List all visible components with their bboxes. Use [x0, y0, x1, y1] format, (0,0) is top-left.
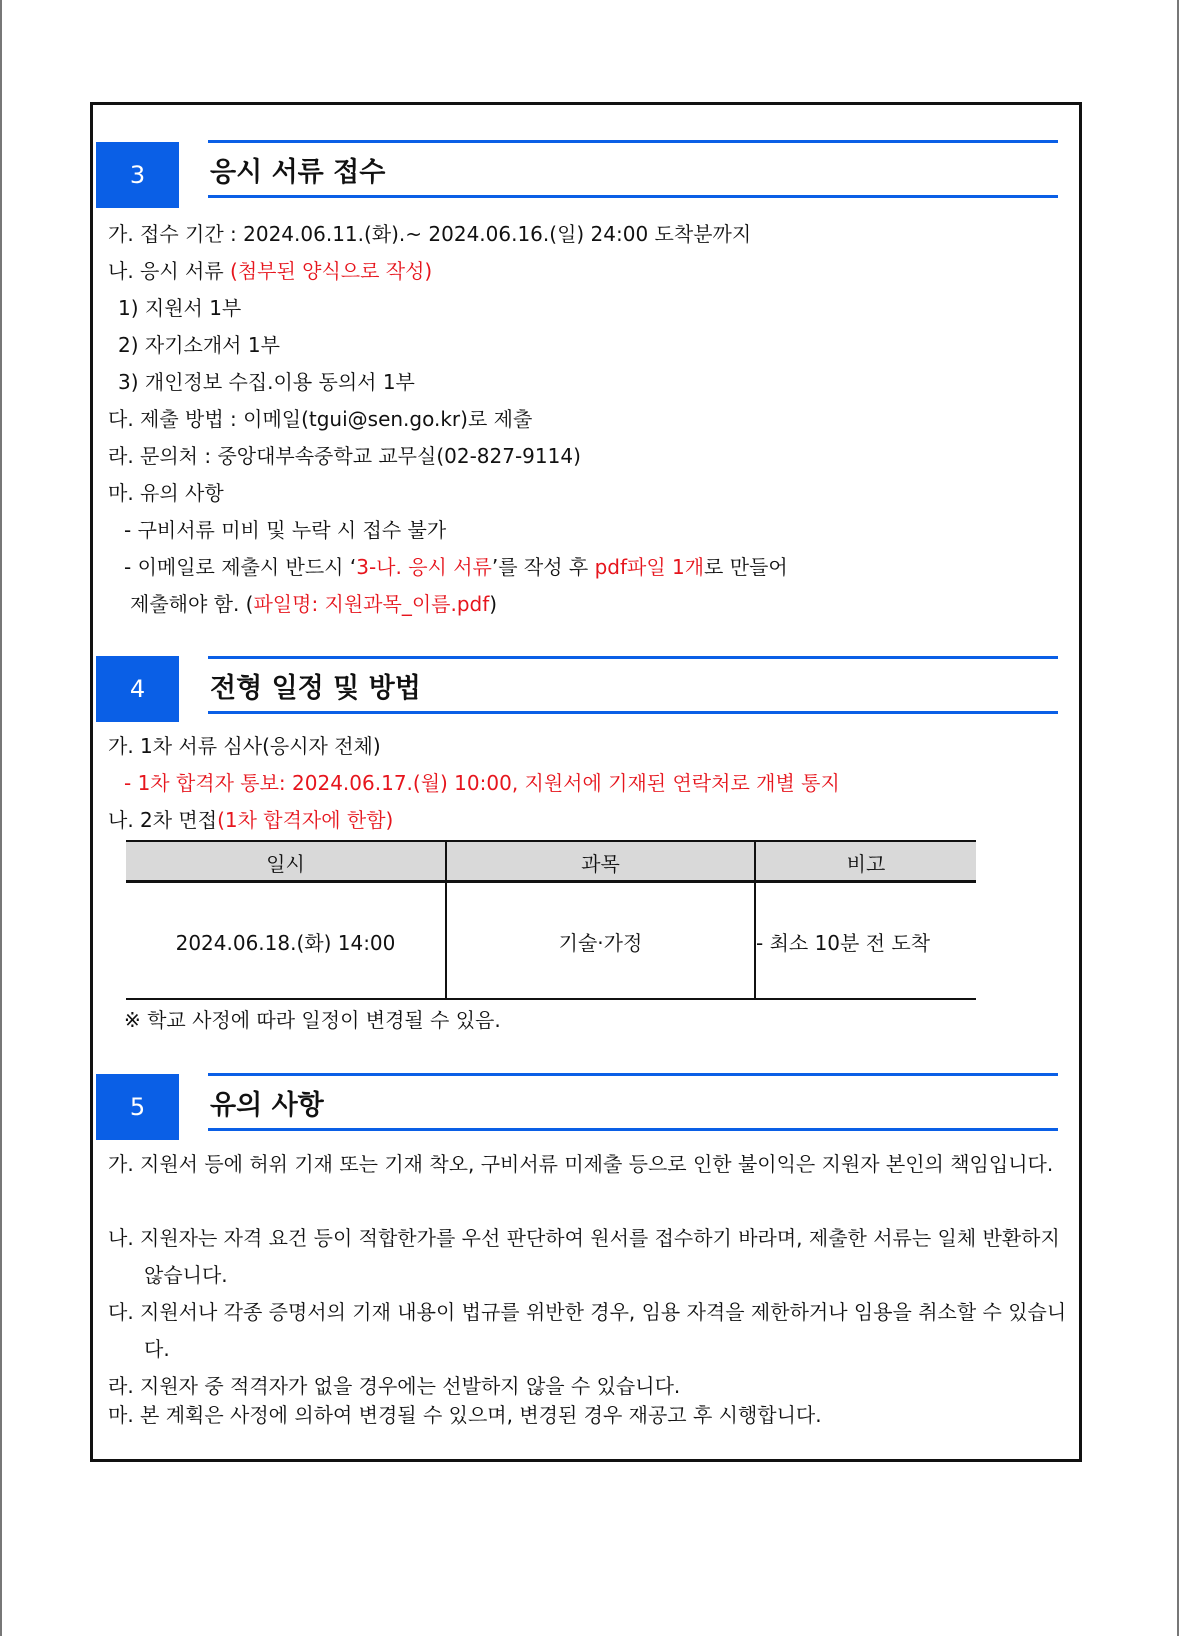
sec3-period: 가. 접수 기간 : 2024.06.11.(화).~ 2024.06.16.(일) 24:00 도착분까지: [108, 222, 752, 246]
sec3-note-1: - 구비서류 미비 및 누락 시 접수 불가: [124, 518, 447, 542]
sec3-doc-2: 2) 자기소개서 1부: [118, 333, 280, 357]
sec4-schedule-note: ※ 학교 사정에 따라 일정이 변경될 수 있음.: [124, 1008, 501, 1032]
sec4-second-stage-note: (1차 합격자에 한함): [217, 808, 394, 832]
sec3-doc-3: 3) 개인정보 수집.이용 동의서 1부: [118, 370, 415, 394]
sec5-item-3: 다. 지원서나 각종 증명서의 기재 내용이 법규를 위반한 경우, 임용 자격을 제한하거나 임용을 취소할 수 있습니다.: [108, 1300, 1067, 1361]
section-4-number: 4: [96, 656, 179, 722]
sec3-notes-heading: 마. 유의 사항: [108, 481, 224, 505]
table-cell-remarks: - 최소 10분 전 도착: [756, 931, 931, 955]
table-header-remarks: 비고: [846, 852, 886, 876]
table-top-rule: [126, 840, 976, 842]
table-bottom-rule: [126, 998, 976, 1000]
sec5-item-1: 가. 지원서 등에 허위 기재 또는 기재 착오, 구비서류 미제출 등으로 인한 불이익은 지원자 본인의 책임입니다.: [108, 1152, 1054, 1176]
sec3-note-2-a: - 이메일로 제출시 반드시 ‘: [124, 555, 357, 579]
sec3-contact: 라. 문의처 : 중앙대부속중학교 교무실(02-827-9114): [108, 444, 581, 468]
sec3-note-2-cont-a: 제출해야 함. (: [130, 592, 254, 616]
sec5-item-2: 나. 지원자는 자격 요건 등이 적합한가를 우선 판단하여 원서를 접수하기 바라며, 제출한 서류는 일체 반환하지 않습니다.: [108, 1226, 1060, 1287]
sec3-note-2-c: ’를 작성 후: [491, 555, 595, 579]
sec5-item-5: 마. 본 계획은 사정에 의하여 변경될 수 있으며, 변경된 경우 재공고 후 시행합니다.: [108, 1403, 822, 1427]
page-edge-left: [0, 0, 2, 1636]
table-header-datetime: 일시: [266, 852, 305, 876]
sec3-note-2-d: pdf파일 1개: [594, 555, 705, 579]
sec4-second-stage-label: 나. 2차 면접: [108, 808, 218, 832]
section-4-title: 전형 일정 및 방법: [208, 656, 1058, 714]
sec3-note-2-b: 3-나. 응시 서류: [356, 555, 492, 579]
table-cell-subject: 기술·가정: [558, 931, 643, 955]
sec3-note-2: [124, 553, 788, 581]
sec4-second-stage: [108, 806, 393, 834]
interview-table: [126, 840, 976, 1000]
sec3-documents-note: (첨부된 양식으로 작성): [230, 259, 433, 283]
section-5-number: 5: [96, 1074, 179, 1140]
table-header-rule: [126, 880, 976, 883]
sec3-documents: [108, 257, 432, 285]
section-5-title: 유의 사항: [208, 1073, 1058, 1131]
table-cell-datetime: 2024.06.18.(화) 14:00: [175, 931, 396, 955]
sec3-documents-label: 나. 응시 서류: [108, 259, 231, 283]
section-3-title: 응시 서류 접수: [208, 140, 1058, 198]
sec5-item-4: 라. 지원자 중 적격자가 없을 경우에는 선발하지 않을 수 있습니다.: [108, 1374, 681, 1398]
sec3-filename: 파일명: 지원과목_이름.pdf: [253, 592, 490, 616]
sec3-note-2-e: 로 만들어: [704, 555, 788, 579]
section-3-number: 3: [96, 142, 179, 208]
sec4-first-stage: 가. 1차 서류 심사(응시자 전체): [108, 734, 381, 758]
sec3-doc-1: 1) 지원서 1부: [118, 296, 242, 320]
sec4-first-stage-notice: - 1차 합격자 통보: 2024.06.17.(월) 10:00, 지원서에 기재된 연락처로 개별 통지: [124, 771, 840, 795]
sec3-method: 다. 제출 방법 : 이메일(tgui@sen.go.kr)로 제출: [108, 407, 533, 431]
sec3-note-2-cont: [130, 590, 497, 618]
table-header-subject: 과목: [581, 852, 620, 876]
sec3-note-2-cont-c: ): [489, 592, 498, 616]
